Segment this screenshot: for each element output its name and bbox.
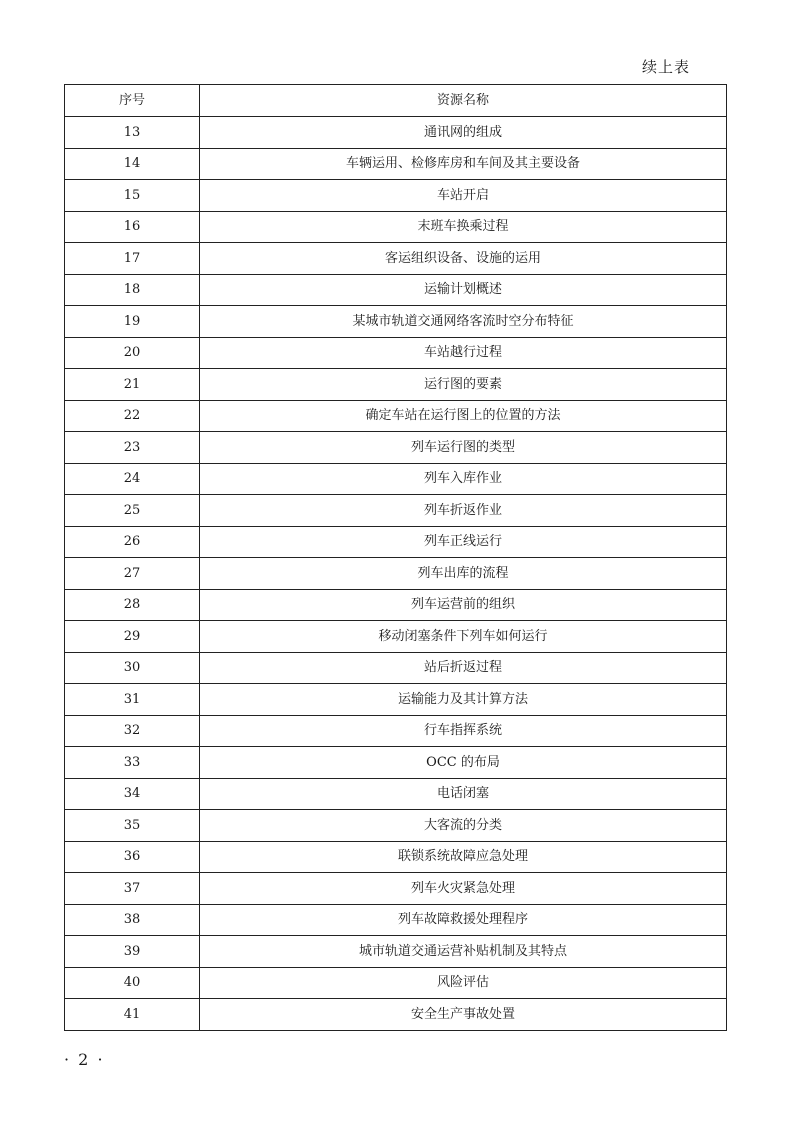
resource-name-cell: 运输能力及其计算方法 — [200, 684, 727, 716]
table-row — [65, 337, 727, 369]
row-number-cell: 30 — [65, 652, 200, 684]
column-header-resource-name: 资源名称 — [200, 85, 727, 117]
column-header-number: 序号 — [65, 85, 200, 117]
table-row — [65, 369, 727, 401]
row-number-cell: 20 — [65, 337, 200, 369]
row-number-cell: 34 — [65, 778, 200, 810]
resource-name-cell: OCC 的布局 — [200, 747, 727, 779]
resource-name-cell: 通讯网的组成 — [200, 117, 727, 149]
resource-name-cell: 客运组织设备、设施的运用 — [200, 243, 727, 275]
row-number-cell: 18 — [65, 274, 200, 306]
row-number-cell: 35 — [65, 810, 200, 842]
table-row — [65, 873, 727, 905]
table-header-row — [65, 85, 727, 117]
table-row — [65, 841, 727, 873]
row-number-cell: 21 — [65, 369, 200, 401]
row-number-cell: 38 — [65, 904, 200, 936]
resource-name-cell: 风险评估 — [200, 967, 727, 999]
row-number-cell: 14 — [65, 148, 200, 180]
resource-name-cell: 列车出库的流程 — [200, 558, 727, 590]
page-number: · 2 · — [64, 1050, 105, 1069]
row-number-cell: 26 — [65, 526, 200, 558]
resource-name-cell: 安全生产事故处置 — [200, 999, 727, 1031]
table-row — [65, 589, 727, 621]
continued-label: 续上表 — [641, 58, 690, 76]
row-number-cell: 32 — [65, 715, 200, 747]
resource-name-cell: 列车火灾紧急处理 — [200, 873, 727, 905]
resource-name-cell: 运行图的要素 — [200, 369, 727, 401]
table-row — [65, 526, 727, 558]
resource-name-cell: 列车运行图的类型 — [200, 432, 727, 464]
table-row — [65, 999, 727, 1031]
resource-name-cell: 列车运营前的组织 — [200, 589, 727, 621]
resource-name-cell: 站后折返过程 — [200, 652, 727, 684]
row-number-cell: 36 — [65, 841, 200, 873]
table-row — [65, 117, 727, 149]
table-row — [65, 810, 727, 842]
resource-name-cell: 车辆运用、检修库房和车间及其主要设备 — [200, 148, 727, 180]
resource-name-cell: 城市轨道交通运营补贴机制及其特点 — [200, 936, 727, 968]
table-row — [65, 936, 727, 968]
resource-name-cell: 某城市轨道交通网络客流时空分布特征 — [200, 306, 727, 338]
table-row — [65, 778, 727, 810]
row-number-cell: 28 — [65, 589, 200, 621]
table-row — [65, 243, 727, 275]
resource-name-cell: 列车正线运行 — [200, 526, 727, 558]
table-body — [65, 117, 727, 1031]
row-number-cell: 29 — [65, 621, 200, 653]
table-row — [65, 180, 727, 212]
table-row — [65, 715, 727, 747]
resource-name-cell: 末班车换乘过程 — [200, 211, 727, 243]
row-number-cell: 16 — [65, 211, 200, 243]
table-row — [65, 148, 727, 180]
resource-name-cell: 联锁系统故障应急处理 — [200, 841, 727, 873]
resource-name-cell: 列车入库作业 — [200, 463, 727, 495]
table-row — [65, 652, 727, 684]
table-row — [65, 967, 727, 999]
resource-name-cell: 列车故障救援处理程序 — [200, 904, 727, 936]
resource-name-cell: 移动闭塞条件下列车如何运行 — [200, 621, 727, 653]
row-number-cell: 37 — [65, 873, 200, 905]
resource-name-cell: 运输计划概述 — [200, 274, 727, 306]
row-number-cell: 23 — [65, 432, 200, 464]
row-number-cell: 31 — [65, 684, 200, 716]
resource-table — [64, 84, 727, 1031]
resource-name-cell: 行车指挥系统 — [200, 715, 727, 747]
row-number-cell: 17 — [65, 243, 200, 275]
table-row — [65, 463, 727, 495]
table-row — [65, 747, 727, 779]
row-number-cell: 27 — [65, 558, 200, 590]
table-row — [65, 211, 727, 243]
row-number-cell: 40 — [65, 967, 200, 999]
resource-name-cell: 电话闭塞 — [200, 778, 727, 810]
resource-name-cell: 确定车站在运行图上的位置的方法 — [200, 400, 727, 432]
table-row — [65, 621, 727, 653]
resource-name-cell: 列车折返作业 — [200, 495, 727, 527]
table-row — [65, 495, 727, 527]
table-row — [65, 274, 727, 306]
table-row — [65, 432, 727, 464]
resource-name-cell: 车站开启 — [200, 180, 727, 212]
resource-name-cell: 大客流的分类 — [200, 810, 727, 842]
row-number-cell: 19 — [65, 306, 200, 338]
resource-name-cell: 车站越行过程 — [200, 337, 727, 369]
table-row — [65, 684, 727, 716]
table-row — [65, 558, 727, 590]
row-number-cell: 25 — [65, 495, 200, 527]
row-number-cell: 24 — [65, 463, 200, 495]
row-number-cell: 41 — [65, 999, 200, 1031]
row-number-cell: 22 — [65, 400, 200, 432]
table-row — [65, 904, 727, 936]
row-number-cell: 39 — [65, 936, 200, 968]
row-number-cell: 33 — [65, 747, 200, 779]
row-number-cell: 13 — [65, 117, 200, 149]
row-number-cell: 15 — [65, 180, 200, 212]
table-row — [65, 306, 727, 338]
table-row — [65, 400, 727, 432]
